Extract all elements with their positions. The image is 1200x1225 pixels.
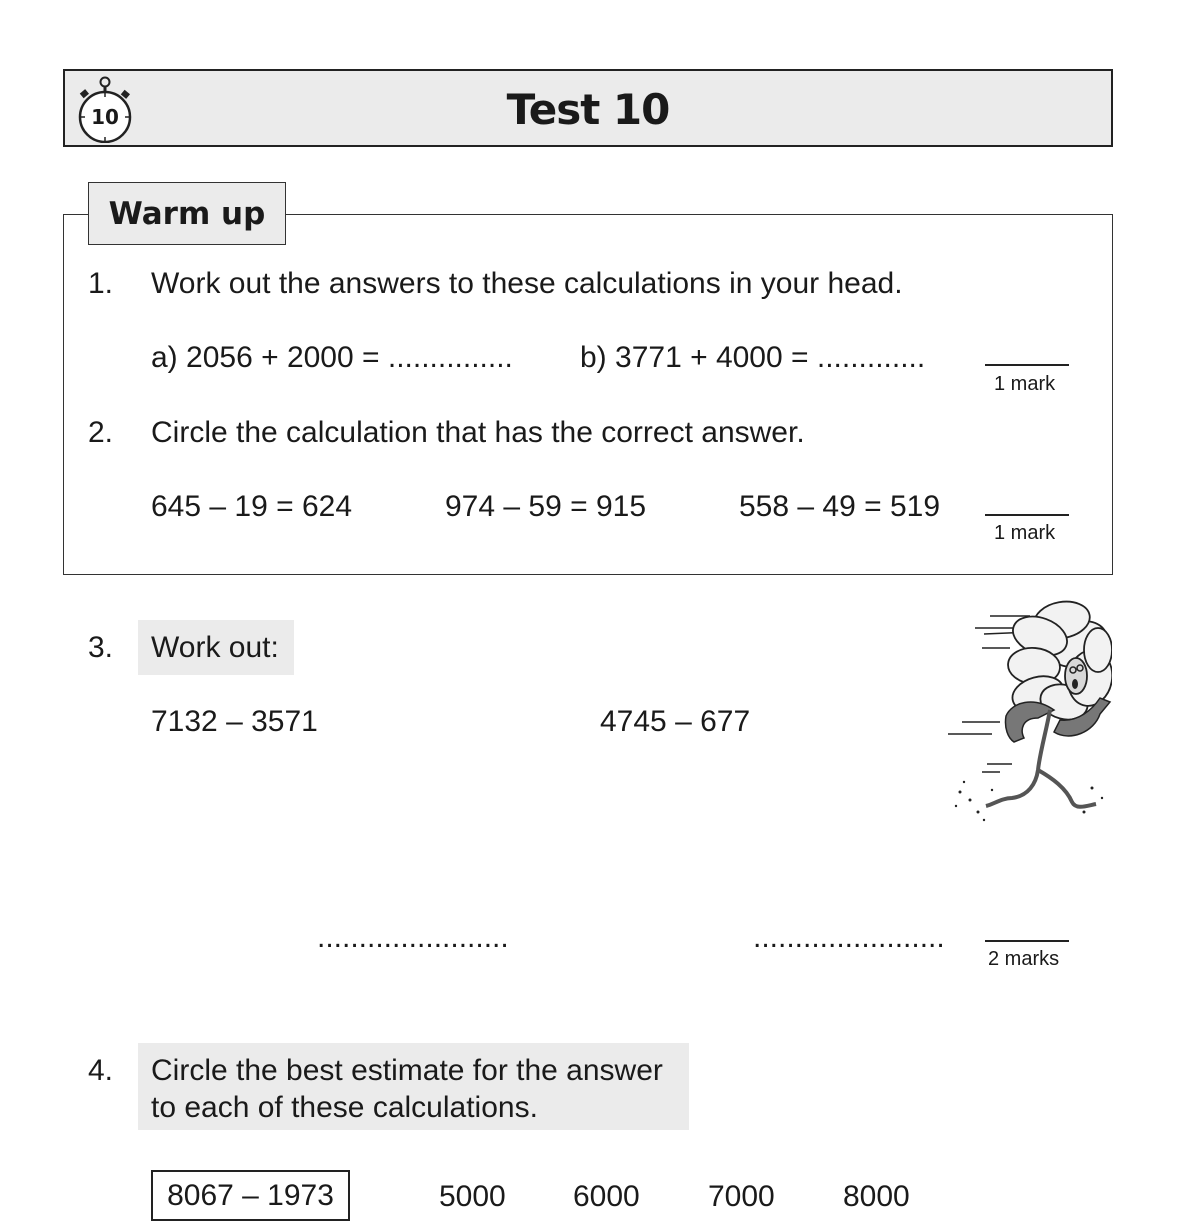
question-4-prompt-box <box>138 1043 689 1130</box>
test-header <box>63 69 1113 147</box>
warm-up-heading: Warm up <box>88 182 286 245</box>
q1-mark-line <box>985 364 1069 366</box>
question-1b-text: b) 3771 + 4000 = ............. <box>580 341 926 374</box>
q1-mark-label: 1 mark <box>994 373 1056 395</box>
q4-calculation-box <box>151 1170 350 1221</box>
question-1-prompt: Work out the answers to these calculations in your head. <box>151 267 903 300</box>
question-3-number: 3. <box>88 631 114 664</box>
question-4-number: 4. <box>88 1054 114 1087</box>
question-4-prompt-line-1: Circle the best estimate for the answer <box>151 1054 663 1087</box>
q3-answer-2[interactable]: ....................... <box>753 921 945 954</box>
q4-option-2[interactable]: 6000 <box>573 1180 640 1213</box>
question-2-number: 2. <box>88 416 114 449</box>
question-1-number: 1. <box>88 267 114 300</box>
q3-calc-1: 7132 – 3571 <box>151 705 318 738</box>
q3-answer-1[interactable]: ....................... <box>317 921 509 954</box>
q3-mark-label: 2 marks <box>988 948 1060 970</box>
q2-option-2[interactable]: 974 – 59 = 915 <box>445 490 647 523</box>
q2-mark-line <box>985 514 1069 516</box>
question-3-prompt: Work out: <box>151 631 279 664</box>
running-flower-illustration <box>942 592 1112 828</box>
q3-calc-2: 4745 – 677 <box>600 705 751 738</box>
question-1a-text: a) 2056 + 2000 = ............... <box>151 341 513 374</box>
q4-option-1[interactable]: 5000 <box>439 1180 506 1213</box>
q4-calculation: 8067 – 1973 <box>167 1178 334 1212</box>
page-title: Test 10 <box>506 85 670 134</box>
question-4-prompt-line-2: to each of these calculations. <box>151 1091 538 1124</box>
q4-option-4[interactable]: 8000 <box>843 1180 910 1213</box>
timer-minutes: 10 <box>91 105 119 129</box>
q2-mark-label: 1 mark <box>994 522 1056 544</box>
q3-mark-line <box>985 940 1069 942</box>
q4-option-3[interactable]: 7000 <box>708 1180 775 1213</box>
q2-option-1[interactable]: 645 – 19 = 624 <box>151 490 353 523</box>
question-3-prompt-box <box>138 620 294 675</box>
q2-option-3[interactable]: 558 – 49 = 519 <box>739 490 941 523</box>
question-2-prompt: Circle the calculation that has the correct answer. <box>151 416 805 449</box>
